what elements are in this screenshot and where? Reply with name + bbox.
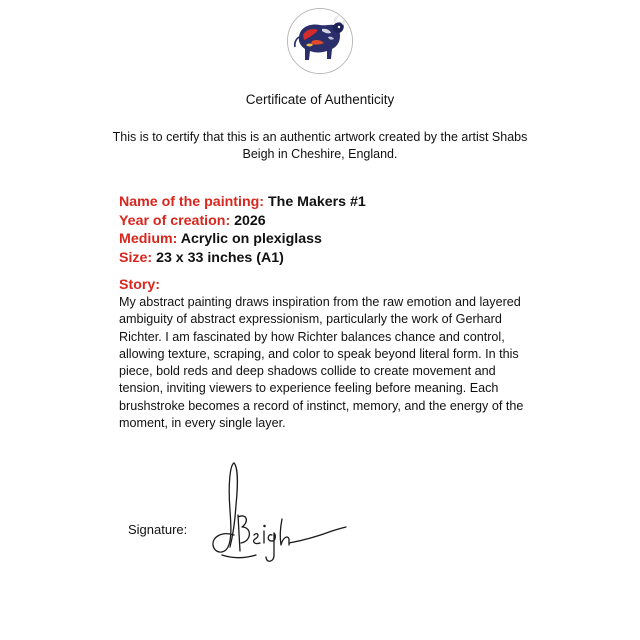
medium-label: Medium: [119,231,178,248]
name-value: The Makers #1 [267,194,366,210]
bull-logo-icon [288,9,352,73]
signature-label: Signature: [128,522,188,537]
name-label: Name of the painting: [119,194,265,210]
medium-value: Acrylic on plexiglass [180,231,322,248]
certificate-title: Certificate of Authenticity [245,92,395,107]
year-value: 2026 [234,212,266,229]
size-value: 23 x 33 inches (A1) [156,249,284,266]
painting-details [119,193,366,267]
detail-row-size [119,249,366,268]
detail-row-name [119,193,366,212]
detail-row-medium [119,230,366,249]
year-label: Year of creation: [119,212,231,229]
artist-logo [287,8,353,74]
size-label: Size: [119,249,153,266]
story-label: Story: [119,277,160,293]
handwritten-signature [200,455,350,585]
detail-row-year [119,212,366,231]
story-text: My abstract painting draws inspiration from the raw emotion and layered ambiguity of abstract expressionism, particularly the work of Gerhard Richter. I am fascinated by how Richter balances chance and control, allowing texture, scraping, and color to speak beyond literal form. In this piece, bold reds and deep shadows collide to create movement and tension, inviting viewers to experience feeling before meaning. Each brushstroke becomes a record of instinct, memory, and the energy of the moment, in every single layer. [119,295,524,431]
certificate-intro: This is to certify that this is an authentic artwork created by the artist Shabs Beigh in Cheshire, England. [112,130,528,161]
